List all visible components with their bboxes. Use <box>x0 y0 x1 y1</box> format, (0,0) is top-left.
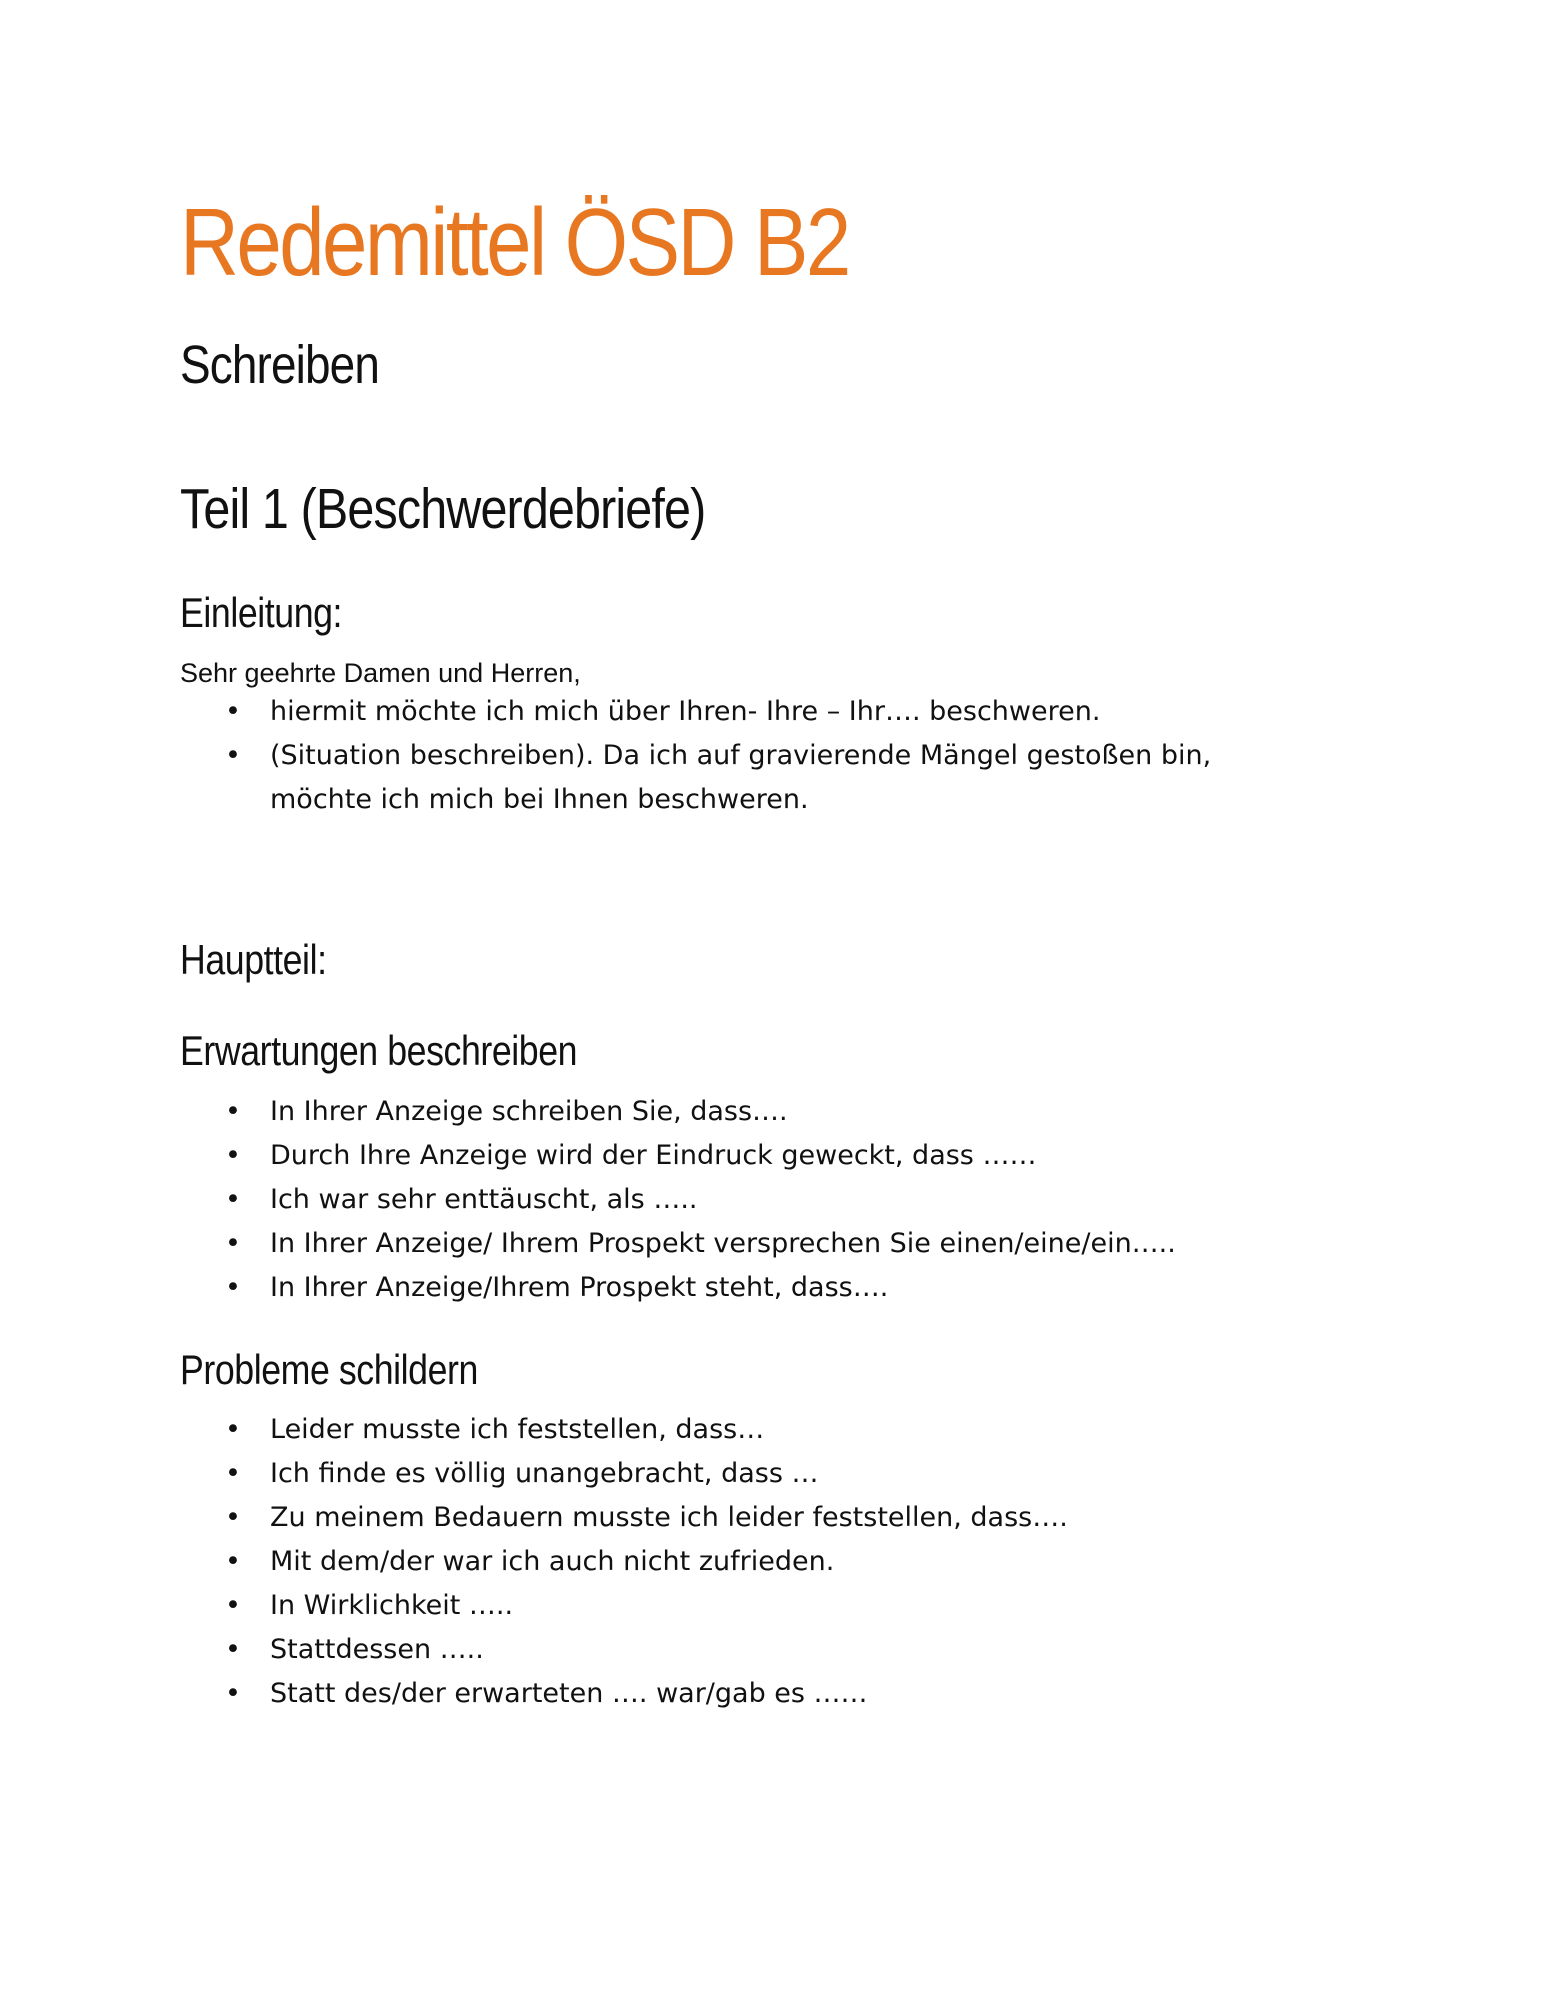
list-item-text: In Ihrer Anzeige/ Ihrem Prospekt versprechen Sie einen/eine/ein….. <box>270 1228 1176 1259</box>
bullet-icon: • <box>225 1502 241 1533</box>
list-item <box>180 1134 1176 1178</box>
list-item-text: Statt des/der erwarteten …. war/gab es …… <box>270 1678 868 1709</box>
list-item <box>180 1090 1176 1134</box>
list-item <box>180 1496 1068 1540</box>
list-item-text: Ich war sehr enttäuscht, als ….. <box>270 1184 698 1215</box>
list-item <box>180 1222 1176 1266</box>
list-item <box>180 1266 1176 1310</box>
list-item-text: Leider musste ich feststellen, dass… <box>270 1414 765 1445</box>
list-item-text: (Situation beschreiben). Da ich auf gravierende Mängel gestoßen bin, <box>270 740 1212 771</box>
bullet-icon: • <box>225 1634 241 1665</box>
list-item-text: Durch Ihre Anzeige wird der Eindruck geweckt, dass …… <box>270 1140 1037 1171</box>
probleme-list <box>180 1408 1068 1716</box>
subtitle-schreiben: Schreiben <box>180 335 380 395</box>
salutation-text: Sehr geehrte Damen und Herren, <box>180 658 581 688</box>
bullet-icon: • <box>225 1458 241 1489</box>
bullet-icon: • <box>225 740 241 771</box>
bullet-icon: • <box>225 1140 241 1171</box>
list-item-text: Ich finde es völlig unangebracht, dass … <box>270 1458 819 1489</box>
section-title-teil-1: Teil 1 (Beschwerdebriefe) <box>180 477 706 541</box>
einleitung-list <box>180 690 1211 822</box>
bullet-icon: • <box>225 1184 241 1215</box>
bullet-icon: • <box>225 1096 241 1127</box>
heading-erwartungen: Erwartungen beschreiben <box>180 1027 578 1074</box>
bullet-icon: • <box>225 1272 241 1303</box>
heading-einleitung: Einleitung: <box>180 589 343 636</box>
bullet-icon: • <box>225 1590 241 1621</box>
list-item-text: möchte ich mich bei Ihnen beschweren. <box>270 784 809 815</box>
list-item-continuation <box>180 778 1211 822</box>
list-item <box>180 1540 1068 1584</box>
list-item <box>180 1408 1068 1452</box>
document-title: Redemittel ÖSD B2 <box>180 189 849 296</box>
list-item-text: In Ihrer Anzeige/Ihrem Prospekt steht, dass…. <box>270 1272 889 1303</box>
list-item-text: hiermit möchte ich mich über Ihren- Ihre – Ihr…. beschweren. <box>270 696 1101 727</box>
list-item-text: In Ihrer Anzeige schreiben Sie, dass…. <box>270 1096 788 1127</box>
list-item <box>180 1178 1176 1222</box>
list-item <box>180 734 1211 778</box>
list-item-text: Zu meinem Bedauern musste ich leider feststellen, dass…. <box>270 1502 1068 1533</box>
bullet-icon: • <box>225 696 241 727</box>
erwartungen-list <box>180 1090 1176 1310</box>
list-item <box>180 1584 1068 1628</box>
list-item <box>180 1452 1068 1496</box>
heading-probleme: Probleme schildern <box>180 1346 478 1393</box>
bullet-icon: • <box>225 1546 241 1577</box>
list-item <box>180 690 1211 734</box>
bullet-icon: • <box>225 1228 241 1259</box>
bullet-icon: • <box>225 1678 241 1709</box>
heading-hauptteil: Hauptteil: <box>180 936 327 983</box>
list-item-text: In Wirklichkeit ….. <box>270 1590 514 1621</box>
list-item <box>180 1628 1068 1672</box>
bullet-icon: • <box>225 1414 241 1445</box>
list-item <box>180 1672 1068 1716</box>
list-item-text: Mit dem/der war ich auch nicht zufrieden. <box>270 1546 835 1577</box>
list-item-text: Stattdessen ….. <box>270 1634 484 1665</box>
